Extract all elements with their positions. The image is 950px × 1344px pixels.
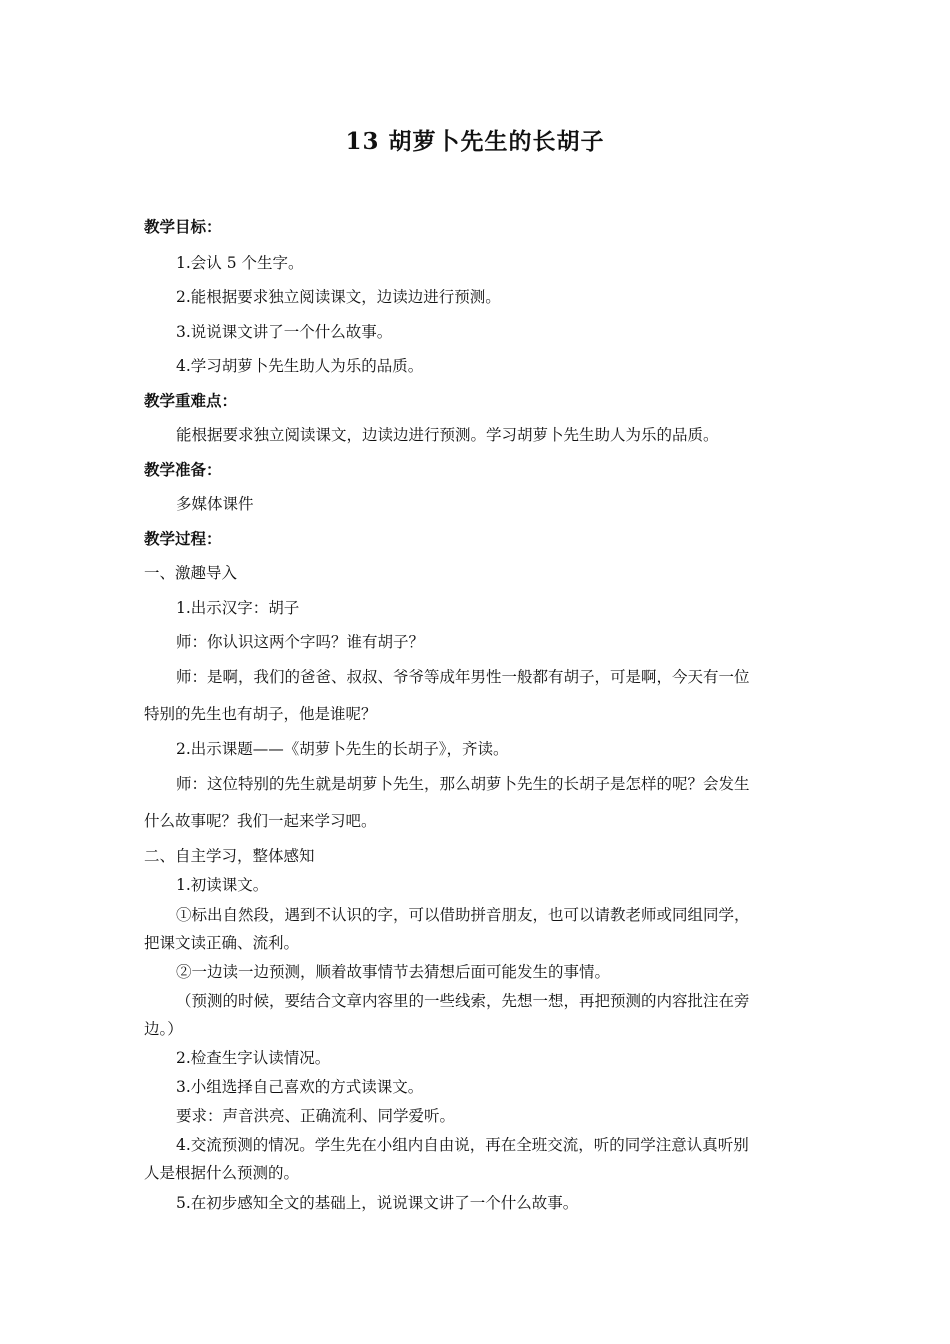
goal-item: 2.能根据要求独立阅读课文，边读边进行预测。 [176, 288, 501, 306]
goal-item: 3.说说课文讲了一个什么故事。 [176, 323, 393, 341]
section-line: 4.交流预测的情况。学生先在小组内自由说，再在全班交流，听的同学注意认真听别 [176, 1136, 749, 1154]
goal-item: 1.会认 5 个生字。 [176, 254, 304, 272]
goals-heading: 教学目标： [144, 217, 222, 236]
section-line: ①标出自然段，遇到不认识的字，可以借助拼音朋友，也可以请教老师或同组同学， [176, 906, 750, 924]
section-line: 边。） [144, 1020, 183, 1038]
preparation-heading: 教学准备： [144, 460, 222, 479]
section-line: 2.检查生字认读情况。 [176, 1049, 331, 1067]
section-line: 要求：声音洪亮、正确流利、同学爱听。 [176, 1107, 456, 1125]
section-line: 特别的先生也有胡子，他是谁呢？ [144, 705, 377, 723]
section-line: 师：你认识这两个字吗？谁有胡子？ [176, 633, 425, 651]
key-points-heading: 教学重难点： [144, 391, 238, 410]
section-heading: 二、自主学习，整体感知 [144, 847, 315, 865]
section-line: 1.出示汉字：胡子 [176, 599, 300, 617]
section-line: 把课文读正确、流利。 [144, 934, 300, 952]
section-line: 2.出示课题——《胡萝卜先生的长胡子》，齐读。 [176, 740, 509, 758]
section-line: 5.在初步感知全文的基础上，说说课文讲了一个什么故事。 [176, 1194, 579, 1212]
section-line: 人是根据什么预测的。 [144, 1164, 300, 1182]
section-line: （预测的时候，要结合文章内容里的一些线索，先想一想，再把预测的内容批注在旁 [176, 992, 750, 1010]
section-line: ②一边读一边预测，顺着故事情节去猜想后面可能发生的事情。 [176, 963, 611, 981]
goal-item: 4.学习胡萝卜先生助人为乐的品质。 [176, 357, 424, 375]
section-line: 什么故事呢？我们一起来学习吧。 [144, 812, 377, 830]
key-points-text: 能根据要求独立阅读课文，边读边进行预测。学习胡萝卜先生助人为乐的品质。 [176, 426, 719, 444]
preparation-text: 多媒体课件 [176, 495, 254, 513]
process-heading: 教学过程： [144, 529, 222, 548]
page-title: 13 胡萝卜先生的长胡子 [345, 128, 605, 155]
section-heading: 一、激趣导入 [144, 564, 238, 582]
section-line: 1.初读课文。 [176, 876, 269, 894]
section-line: 师：是啊，我们的爸爸、叔叔、爷爷等成年男性一般都有胡子，可是啊，今天有一位 [176, 668, 750, 686]
section-line: 3.小组选择自己喜欢的方式读课文。 [176, 1078, 424, 1096]
section-line: 师：这位特别的先生就是胡萝卜先生，那么胡萝卜先生的长胡子是怎样的呢？会发生 [176, 775, 750, 793]
